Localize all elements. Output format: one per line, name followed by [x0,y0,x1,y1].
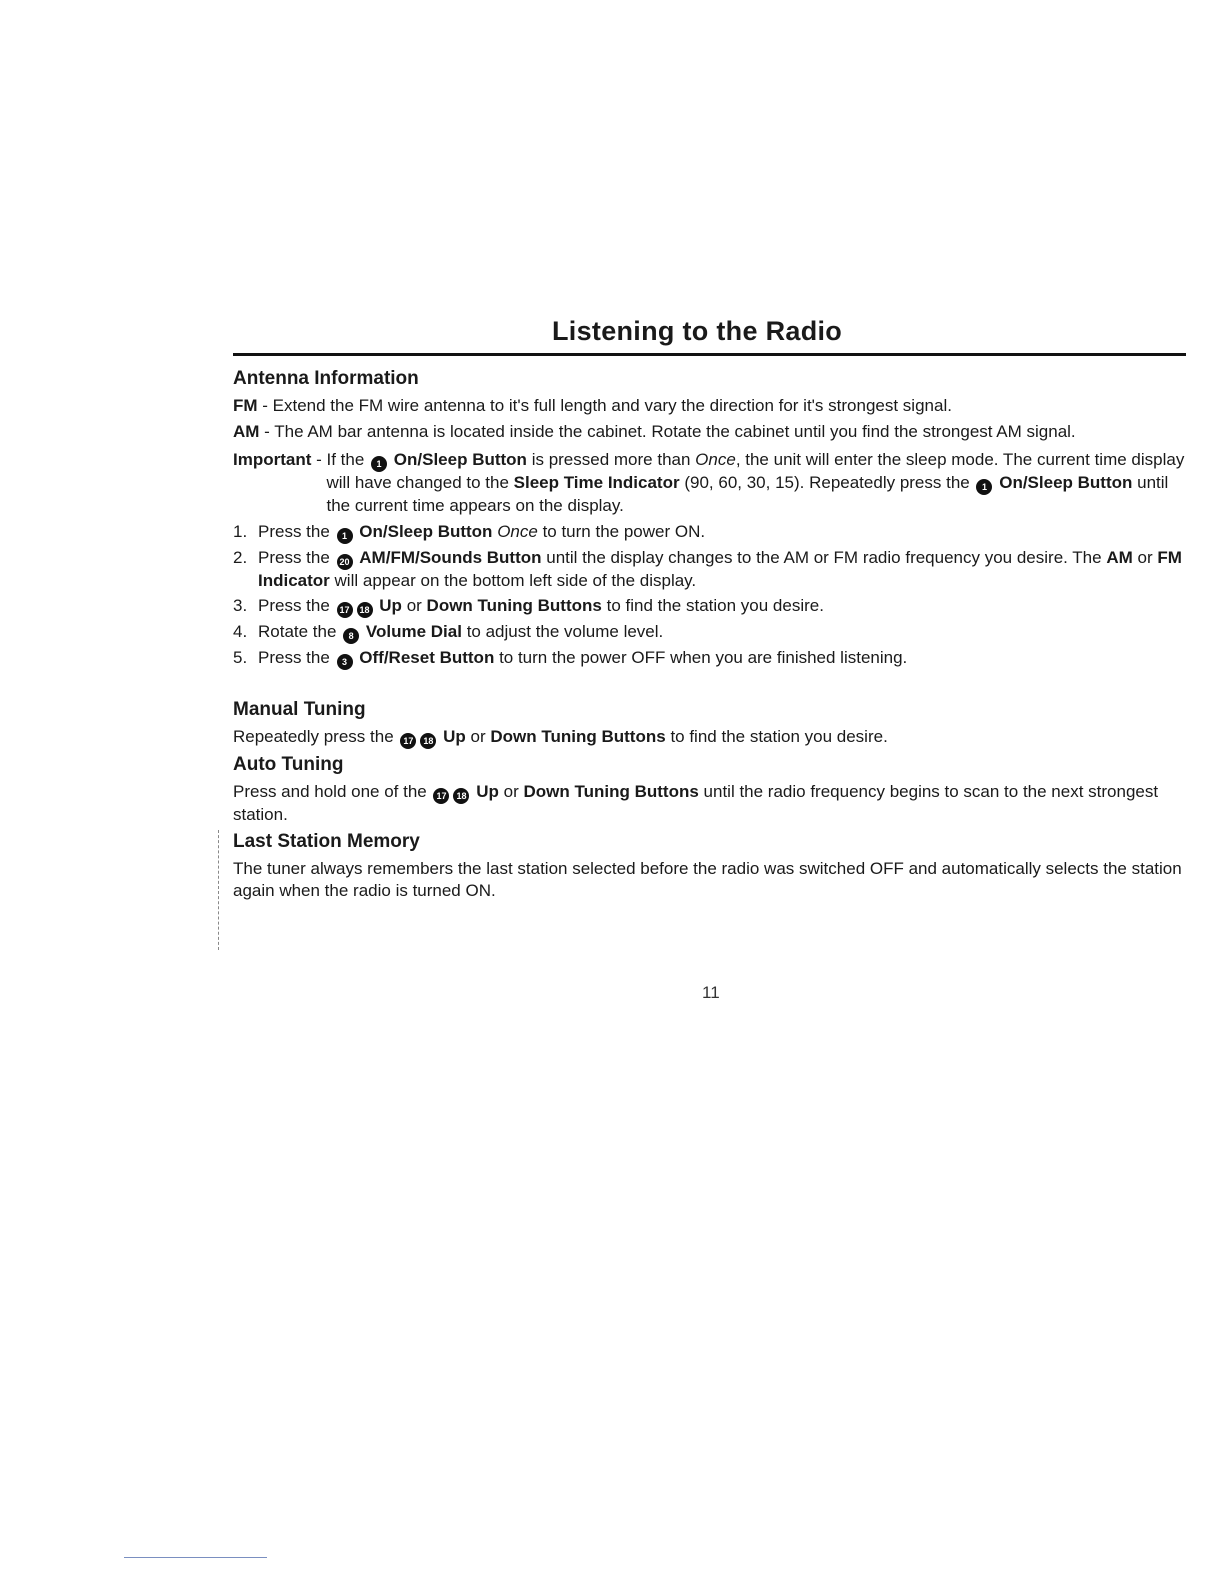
am-text: The AM bar antenna is located inside the cabinet. Rotate the cabinet until you find the strongest AM signal. [274,422,1076,441]
important-text-h: On/Sleep Button [999,473,1133,492]
am-paragraph: AM - The AM bar antenna is located inside the cabinet. Rotate the cabinet until you find the strongest AM signal. [233,422,1076,441]
step-number: 3. [233,596,248,615]
page-content [233,367,1188,902]
step-text-part: Press the [258,648,330,667]
step-text [258,547,1188,592]
step-text-part: to find the station you desire. [606,596,824,615]
important-text-c: is pressed more than [531,450,691,469]
step-text-part: Press the [258,548,330,567]
step-button-name: Down Tuning Buttons [426,596,602,615]
callout-badge-icon: 18 [420,733,436,749]
page-title: Listening to the Radio [552,316,843,346]
auto-text-part: or [503,782,519,801]
manual-text-part: Repeatedly press the [233,727,394,746]
step-number: 4. [233,622,248,641]
step-number: 5. [233,648,248,667]
last-station-memory-paragraph: The tuner always remembers the last station selected before the radio was switched OFF and automatically selects the station again when the radio is turned ON. [233,859,1182,900]
list-item [233,595,1188,618]
step-number: 1. [233,522,248,541]
list-item [233,521,1188,544]
important-text-a: If the [326,450,365,469]
callout-badge-icon: 20 [337,554,353,570]
manual-text-part: to find the station you desire. [670,727,888,746]
auto-button-name: Up [476,782,499,801]
step-text-part: or [1137,548,1153,567]
important-text-b: On/Sleep Button [393,450,527,469]
step-button-name: Up [379,596,402,615]
important-term: Important [233,450,312,469]
step-text-part: or [406,596,422,615]
important-text-d: Once [695,450,736,469]
step-button-name: On/Sleep Button [359,522,493,541]
callout-badge-icon: 17 [433,788,449,804]
step-text [258,521,705,544]
important-term-wrap: Important - [233,450,327,469]
step-button-name: Off/Reset Button [359,648,495,667]
antenna-heading: Antenna Information [233,368,419,389]
step-text [258,647,907,670]
auto-text-part: Press and hold one of the [233,782,427,801]
step-text-part: to adjust the volume level. [466,622,664,641]
fm-term: FM [233,396,258,415]
important-note [233,449,1188,517]
manual-button-name: Down Tuning Buttons [490,727,666,746]
step-emphasis: Once [497,522,538,541]
step-text-part: will appear on the bottom left side of the display. [334,571,697,590]
list-item [233,621,1188,644]
step-button-name: Volume Dial [365,622,462,641]
margin-scan-line [218,830,220,950]
manual-tuning-heading: Manual Tuning [233,699,366,720]
step-indicator-name: AM [1106,548,1133,567]
important-text-i: until the current time appears on the display. [326,473,1169,515]
callout-badge-icon: 1 [371,456,387,472]
step-text-part: to turn the power OFF when you are finished listening. [499,648,908,667]
step-number: 2. [233,548,248,567]
important-text-e: , the unit will enter the sleep mode. The current time display will have changed to the [326,450,1185,492]
callout-badge-icon: 17 [400,733,416,749]
important-body [327,449,1189,517]
callout-badge-icon: 1 [976,479,992,495]
step-indicator-name: FM Indicator [258,548,1182,590]
callout-badge-icon: 17 [337,602,353,618]
step-text [258,595,824,618]
callout-badge-icon: 8 [343,628,359,644]
list-item [233,647,1188,670]
auto-tuning-heading: Auto Tuning [233,754,344,775]
manual-button-name: Up [443,727,466,746]
footer-rule [124,1557,267,1558]
callout-badge-icon: 18 [453,788,469,804]
title-rule [233,353,1186,356]
callout-badge-icon: 3 [337,654,353,670]
auto-tuning-paragraph [233,781,1188,826]
am-term: AM [233,422,260,441]
list-item [233,547,1188,592]
manual-tuning-paragraph [233,726,1188,749]
step-text [258,621,663,644]
important-text-f: Sleep Time Indicator [513,473,680,492]
auto-text-part: until the radio frequency begins to scan to the next strongest station. [233,782,1159,824]
step-text-part: to turn the power ON. [542,522,706,541]
step-text-part: Press the [258,596,330,615]
step-button-name: AM/FM/Sounds Button [359,548,542,567]
callout-badge-icon: 18 [357,602,373,618]
step-text-part: until the display changes to the AM or FM radio frequency you desire. The [546,548,1102,567]
step-text-part: Press the [258,522,330,541]
fm-text: Extend the FM wire antenna to it's full length and vary the direction for it's strongest signal. [272,396,952,415]
page-number: 11 [702,983,720,1002]
important-text-g: (90, 60, 30, 15). Repeatedly press the [684,473,970,492]
steps-list [233,521,1188,670]
auto-button-name: Down Tuning Buttons [523,782,699,801]
callout-badge-icon: 1 [337,528,353,544]
step-text-part: Rotate the [258,622,337,641]
last-station-memory-heading: Last Station Memory [233,831,420,852]
fm-paragraph: FM - Extend the FM wire antenna to it's full length and vary the direction for it's strongest signal. [233,396,952,415]
manual-text-part: or [470,727,486,746]
